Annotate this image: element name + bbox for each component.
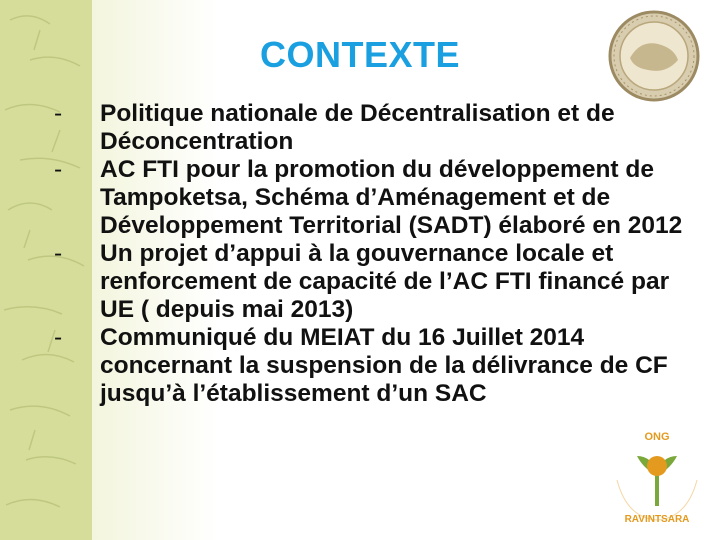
bullet-dash: - — [54, 156, 63, 183]
bullet-dash: - — [54, 324, 63, 351]
list-item — [54, 156, 694, 240]
list-item — [54, 240, 694, 324]
ong-logo-text-top: ONG — [644, 431, 670, 443]
bullet-dash: - — [54, 240, 63, 267]
slide-title: CONTEXTE — [259, 34, 460, 75]
ong-logo-text-bottom: RAVINTSARA — [624, 514, 690, 525]
list-item — [54, 324, 694, 408]
bullet-text: Communiqué du MEIAT du 16 Juillet 2014 concernant la suspension de la délivrance de CF jusqu’à l’établissement d’un SAC — [100, 324, 668, 407]
bullet-text: Politique nationale de Décentralisation et de Déconcentration — [100, 100, 615, 155]
ong-ravintsara-logo-icon — [602, 418, 712, 528]
bullet-list — [54, 100, 694, 408]
seal-logo-icon — [606, 8, 702, 104]
bullet-text: Un projet d’appui à la gouvernance locale et renforcement de capacité de l’AC FTI financé par UE ( depuis mai 2013) — [100, 240, 670, 323]
bullet-dash: - — [54, 100, 63, 127]
list-item — [54, 100, 694, 156]
bullet-text: AC FTI pour la promotion du développement de Tampoketsa, Schéma d’Aménagement et de Développement Territorial (SADT) élaboré en 2012 — [100, 156, 683, 239]
